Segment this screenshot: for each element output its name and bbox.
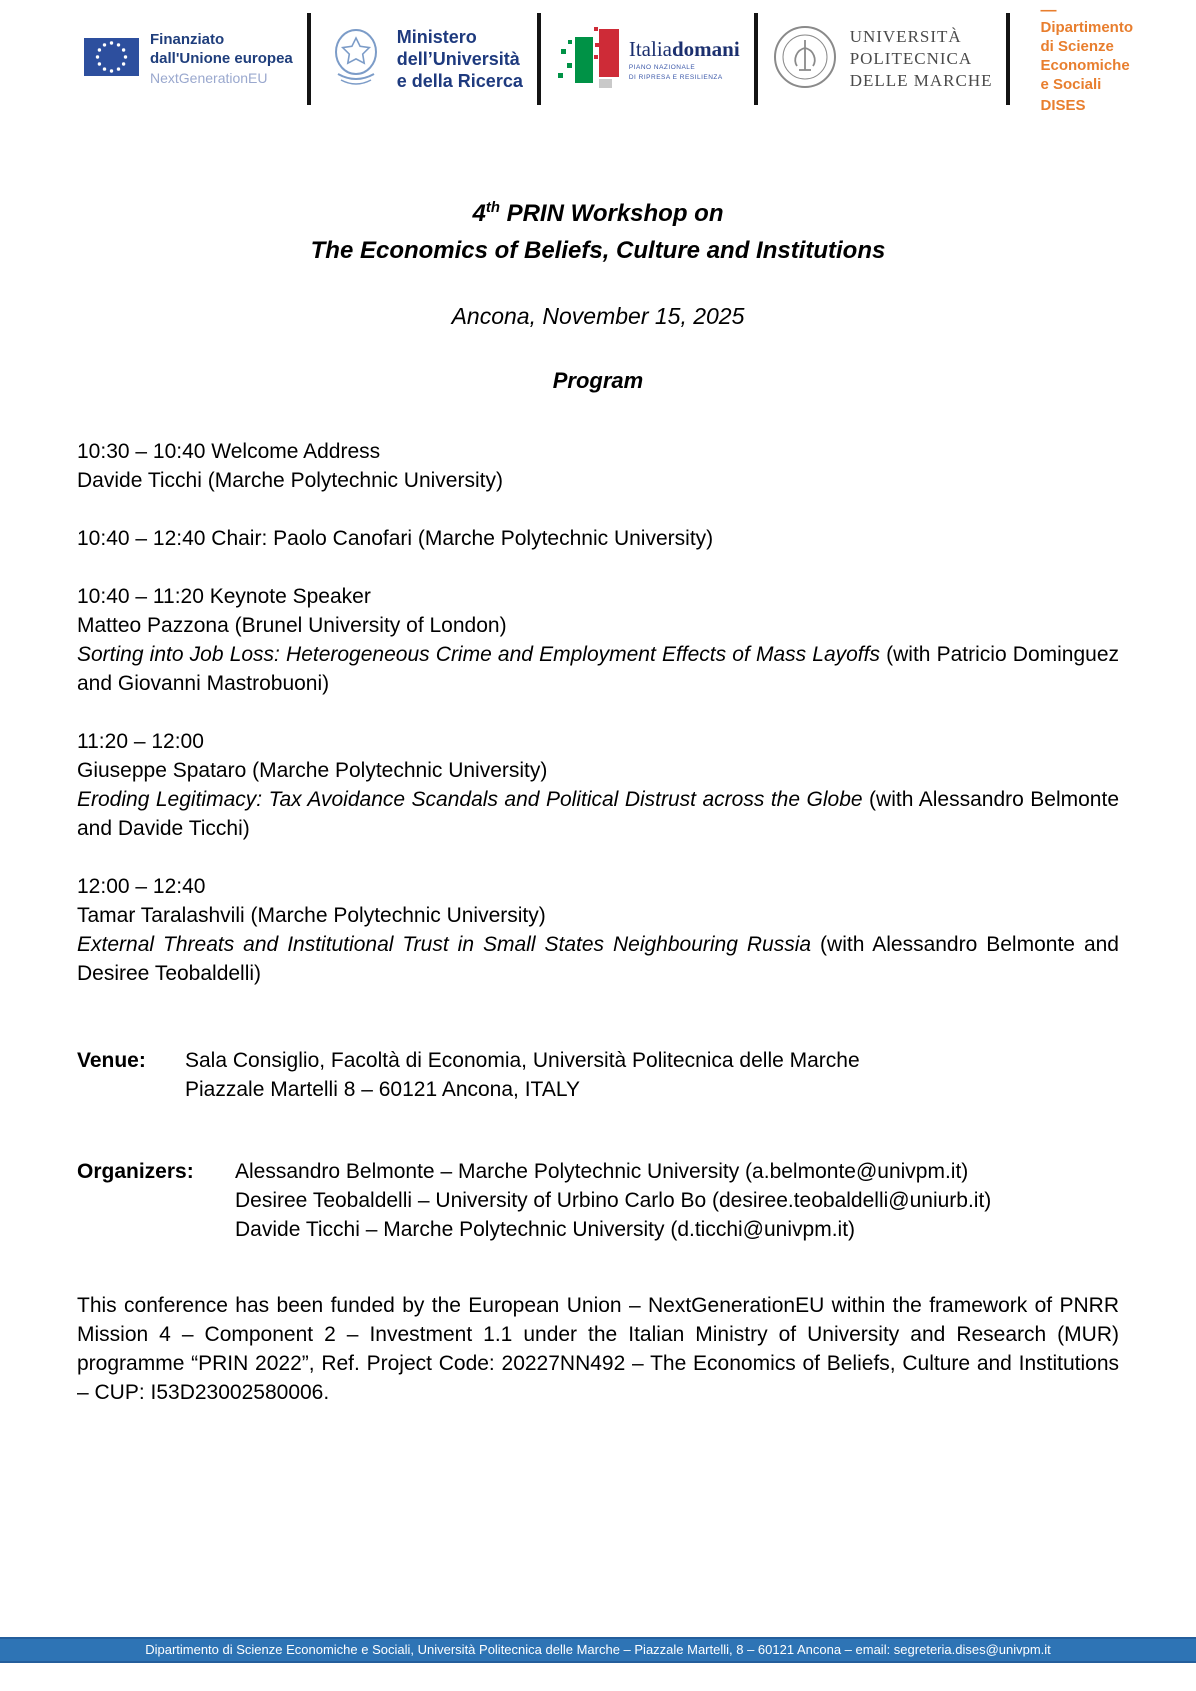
funding-note: This conference has been funded by the European Union – NextGenerationEU within the framework of PNRR Mission 4 – Component 2 – Investment 1.1 under the Italian Ministry of University and Research (MUR) programme “PRIN 2022”, Ref. Project Code: 20227NN492 – The Economics of Beliefs, Culture and Institutions – CUP: I53D23002580006. [77,1294,1119,1404]
session-time: 10:40 – 11:20 Keynote Speaker [77,585,371,608]
eu-funding-line2: dall'Unione europea [150,50,293,67]
session-speaker: Davide Ticchi (Marche Polytechnic University) [77,469,503,492]
session-speaker: Tamar Taralashvili (Marche Polytechnic University) [77,904,546,927]
italiadomani-text [629,37,740,82]
univpm-logo [772,24,993,95]
univpm-line1: UNIVERSITÀ [849,27,962,46]
organizers-section [77,1157,1119,1244]
session-keynote [77,582,1119,698]
paper-title: Sorting into Job Loss: Heterogeneous Crime and Employment Effects of Mass Layoffs [77,643,880,666]
header-logo-band [0,0,1196,114]
paper-coauthors: (with Alessandro Belmonte and Davide Ticchi) [77,788,1119,840]
organizers-list [235,1157,991,1244]
ministry-line3: e della Ricerca [396,71,523,91]
venue-section [77,1046,1119,1104]
session-time: 12:00 – 12:40 [77,875,206,898]
session-3 [77,872,1119,988]
event-date-location: Ancona, November 15, 2025 [451,303,745,329]
session-paper [77,785,1119,843]
venue-details [185,1046,860,1104]
univpm-line3: DELLE MARCHE [849,71,993,90]
paper-coauthors: (with Alessandro Belmonte and Desiree Teobaldelli) [77,933,1119,985]
welcome-session [77,437,1119,495]
session-speaker: Matteo Pazzona (Brunel University of London) [77,614,507,637]
session-time: 10:30 – 10:40 Welcome Address [77,440,381,463]
pnrr-subtitle-line2: DI RIPRESA E RESILIENZA [628,73,723,81]
program-heading: Program [552,368,644,393]
italiadomani-flag-icon [555,25,621,94]
italiadomani-brand [629,37,740,62]
workshop-title [0,190,1196,269]
italiadomani-brand-regular: Italia [628,36,672,61]
eu-funding-logo [84,30,293,88]
dises-line1: Dipartimento [1040,18,1133,36]
univpm-seal-icon [772,24,838,95]
ministry-line2: dell’Università [396,49,520,69]
univpm-text [850,26,993,92]
eu-flag-icon [84,38,139,81]
ministry-logo [325,24,523,95]
title-number: 4 [472,200,486,227]
dises-acronym: DISES [1040,96,1086,114]
organizers-label: Organizers: [77,1160,194,1183]
session-paper [77,930,1119,988]
ministry-text [397,26,523,92]
paper-title: Eroding Legitimacy: Tax Avoidance Scandals and Political Distrust across the Globe [77,788,863,811]
header-divider [307,13,311,105]
header-divider [754,13,758,105]
header-divider [537,13,541,105]
paper-title: External Threats and Institutional Trust in Small States Neighbouring Russia [77,933,812,956]
ministry-emblem-icon [325,24,387,95]
chair-line: 10:40 – 12:40 Chair: Paolo Canofari (Marche Polytechnic University) [77,527,714,550]
title-ordinal-sup: th [485,200,500,216]
session-2 [77,727,1119,843]
univpm-line2: POLITECNICA [849,49,973,68]
header-divider [1006,13,1010,105]
ministry-line1: Ministero [396,27,477,47]
organizer-entry: Alessandro Belmonte – Marche Polytechnic University (a.belmonte@univpm.it) [235,1160,969,1183]
venue-line2: Piazzale Martelli 8 – 60121 Ancona, ITALY [185,1078,580,1101]
dises-dash: — [1040,1,1057,19]
dises-logo [1040,1,1133,115]
dises-line4: e Sociali [1040,75,1102,93]
eu-funding-line1: Finanziato [150,31,225,48]
workshop-title-line2: The Economics of Beliefs, Culture and Institutions [310,237,886,264]
dises-line3: Economiche [1040,56,1130,74]
pnrr-subtitle-line1: PIANO NAZIONALE [628,63,696,71]
organizer-entry: Desiree Teobaldelli – University of Urbino Carlo Bo (desiree.teobaldelli@uniurb.it) [235,1189,992,1212]
session-paper [77,640,1119,698]
workshop-title-line1 [0,190,1196,232]
paper-coauthors: (with Patricio Dominguez and Giovanni Mastrobuoni) [77,643,1120,695]
program-schedule [0,437,1196,1407]
venue-label: Venue: [77,1049,146,1072]
dises-line2: di Scienze [1040,37,1114,55]
italiadomani-logo [555,25,740,94]
session-speaker: Giuseppe Spataro (Marche Polytechnic University) [77,759,548,782]
nextgeneu-label: NextGenerationEU [150,70,268,86]
session-time: 11:20 – 12:00 [77,730,204,753]
italiadomani-brand-bold: domani [672,36,740,61]
eu-funding-text [150,30,293,88]
footer-address-bar: Dipartimento di Scienze Economiche e Sociali, Università Politecnica delle Marche – Piazzale Martelli, 8 – 60121 Ancona – email: segreteria.dises@univpm.it [0,1637,1196,1663]
organizer-entry: Davide Ticchi – Marche Polytechnic University (d.ticchi@univpm.it) [235,1218,856,1241]
venue-line1: Sala Consiglio, Facoltà di Economia, Università Politecnica delle Marche [185,1049,860,1072]
title-rest: PRIN Workshop on [499,200,724,227]
